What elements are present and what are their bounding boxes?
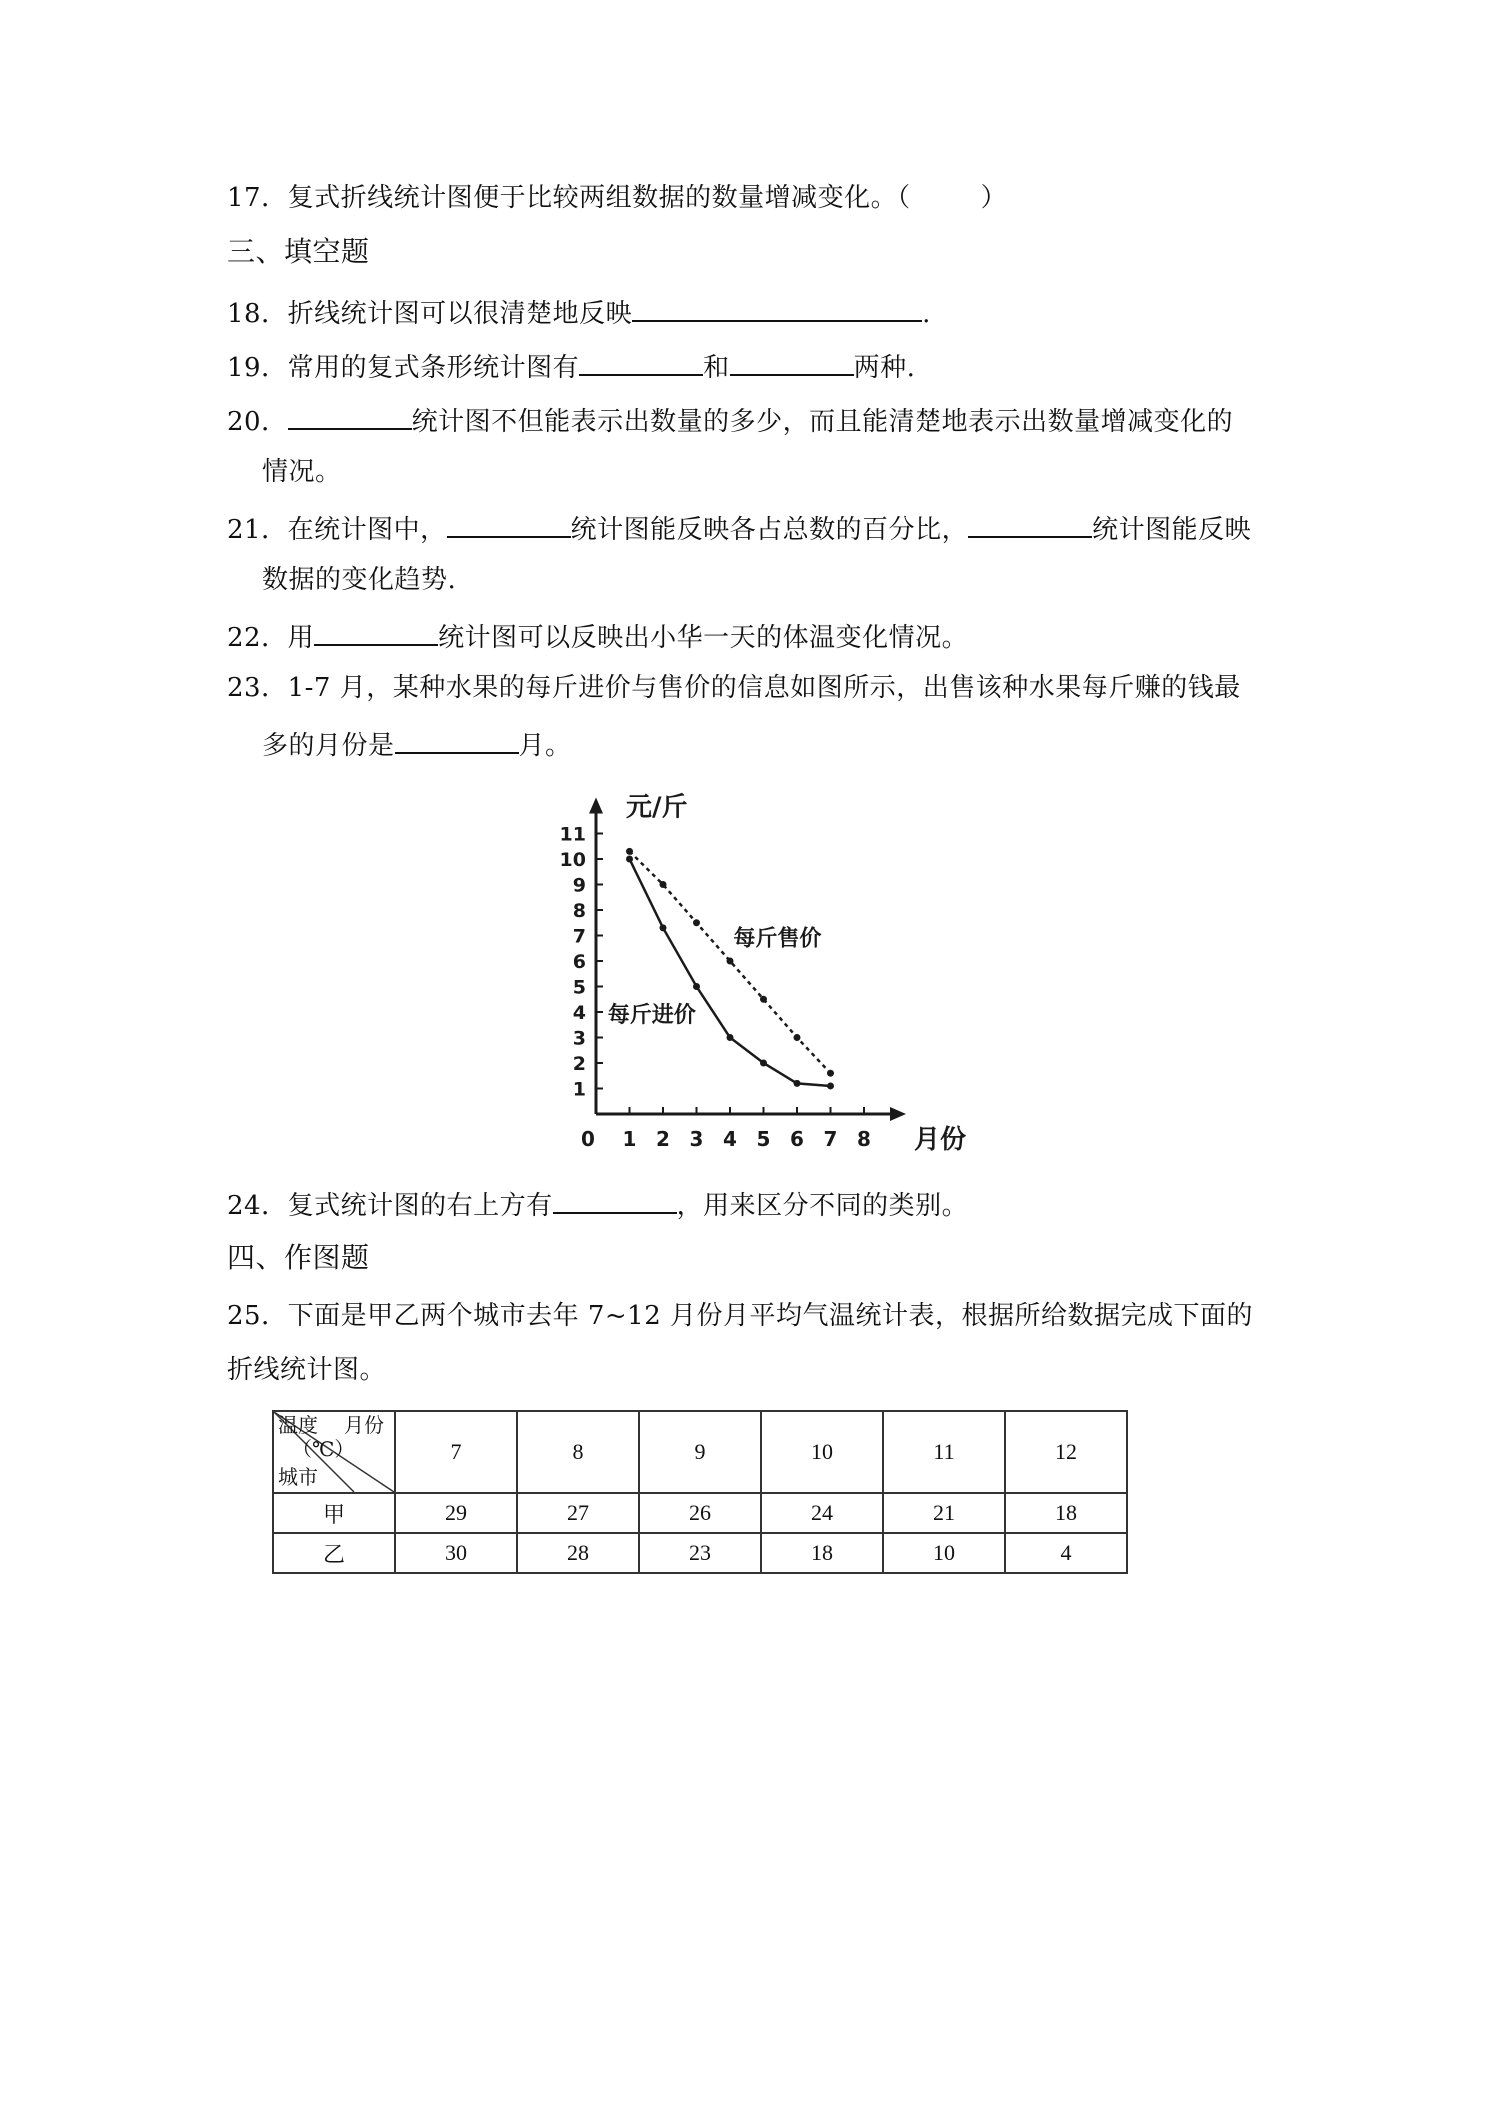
question-23-line2 (262, 724, 572, 764)
corner-label-temperature: 温度 (278, 1413, 318, 1437)
x-tick-label: 4 (723, 1127, 737, 1151)
y-axis-arrow (589, 798, 603, 814)
table-row (273, 1493, 1127, 1533)
corner-label-unit: （℃） (292, 1437, 355, 1461)
cost-price-point (794, 1080, 801, 1087)
question-text: 下面是甲乙两个城市去年 7~12 月份月平均气温统计表，根据所给数据完成下面的 (287, 1301, 1254, 1331)
table-row (273, 1533, 1127, 1573)
month-header: 10 (761, 1411, 883, 1493)
cost-price-point (693, 983, 700, 990)
question-number: 24． (227, 1191, 288, 1221)
question-text: 多的月份是 (262, 731, 395, 761)
x-tick-label: 6 (790, 1127, 804, 1151)
table-header-row (273, 1411, 1127, 1493)
answer-blank[interactable] (314, 616, 438, 646)
cost-price-label: 每斤进价 (607, 1003, 696, 1029)
cost-price-point (760, 1060, 767, 1067)
x-tick-label: 0 (581, 1127, 595, 1151)
question-21-line2: 数据的变化趋势. (262, 565, 457, 595)
table-corner-cell (273, 1411, 395, 1493)
question-number: 20． (227, 407, 288, 437)
temperature-table (272, 1410, 1128, 1574)
question-23 (227, 670, 1241, 706)
y-tick-label: 4 (572, 1002, 586, 1024)
question-18 (227, 292, 931, 332)
question-text: 1-7 月，某种水果的每斤进价与售价的信息如图所示，出售该种水果每斤赚的钱最 (287, 673, 1241, 703)
answer-blank[interactable] (968, 508, 1092, 538)
month-header: 7 (395, 1411, 517, 1493)
temperature-cell: 26 (639, 1493, 761, 1533)
cost-price-point (626, 856, 633, 863)
month-header: 8 (517, 1411, 639, 1493)
question-end: 统计图可以反映出小华一天的体温变化情况。 (438, 623, 969, 653)
question-number: 19． (227, 353, 288, 383)
selling-price-point (827, 1070, 834, 1077)
month-header: 11 (883, 1411, 1005, 1493)
question-number: 25． (227, 1301, 288, 1331)
selling-price-point (626, 848, 633, 855)
y-tick-label: 9 (572, 874, 586, 897)
y-axis-title: 元/斤 (626, 792, 688, 823)
y-tick-label: 3 (572, 1027, 586, 1050)
corner-label-month: 月份 (344, 1413, 384, 1437)
corner-label-city: 城市 (278, 1465, 318, 1489)
question-text: 用 (287, 623, 315, 653)
section-heading-4: 四、作图题 (227, 1241, 370, 1274)
question-number: 23． (227, 673, 288, 703)
y-tick-label: 8 (572, 900, 586, 922)
x-axis-arrow (890, 1107, 906, 1121)
question-end: 两种. (853, 353, 916, 383)
selling-price-point (727, 958, 734, 965)
answer-blank[interactable] (579, 346, 703, 376)
question-text: 统计图不但能表示出数量的多少，而且能清楚地表示出数量增减变化的 (411, 407, 1234, 437)
question-text: 在统计图中， (287, 515, 447, 545)
question-end: 月。 (518, 731, 572, 761)
question-21 (227, 508, 1251, 548)
y-tick-label: 6 (572, 951, 586, 973)
answer-blank[interactable] (395, 724, 519, 754)
x-tick-label: 3 (689, 1127, 704, 1151)
cost-price-point (727, 1034, 734, 1041)
temperature-cell: 21 (883, 1493, 1005, 1533)
city-label: 甲 (273, 1493, 395, 1533)
month-header: 12 (1005, 1411, 1127, 1493)
temperature-cell: 29 (395, 1493, 517, 1533)
price-line-chart (548, 788, 978, 1170)
question-text: 复式统计图的右上方有 (287, 1191, 553, 1221)
x-tick-label: 2 (656, 1127, 670, 1151)
temperature-cell: 23 (639, 1533, 761, 1573)
city-label: 乙 (273, 1533, 395, 1573)
selling-price-label: 每斤售价 (733, 926, 822, 952)
cost-price-line (630, 859, 831, 1086)
question-19 (227, 346, 915, 386)
temperature-cell: 4 (1005, 1533, 1127, 1573)
temperature-cell: 24 (761, 1493, 883, 1533)
x-tick-label: 7 (823, 1127, 838, 1151)
answer-blank[interactable] (288, 400, 412, 430)
selling-price-point (693, 919, 700, 926)
question-mid: 统计图能反映各占总数的百分比， (570, 515, 969, 545)
y-tick-label: 7 (572, 925, 586, 948)
question-20 (227, 400, 1233, 440)
chart-canvas (548, 788, 978, 1170)
question-text: 复式折线统计图便于比较两组数据的数量增减变化。（ (287, 183, 911, 213)
temperature-cell: 10 (883, 1533, 1005, 1573)
question-text: 常用的复式条形统计图有 (287, 353, 580, 383)
y-tick-label: 10 (559, 849, 586, 871)
answer-blank[interactable] (553, 1184, 677, 1214)
temperature-cell: 27 (517, 1493, 639, 1533)
question-24 (227, 1184, 968, 1224)
x-tick-label: 5 (756, 1127, 771, 1151)
selling-price-point (760, 996, 767, 1003)
question-number: 22． (227, 623, 288, 653)
y-tick-label: 1 (572, 1078, 586, 1101)
temperature-cell: 28 (517, 1533, 639, 1573)
y-tick-label: 2 (572, 1053, 586, 1075)
temperature-cell: 30 (395, 1533, 517, 1573)
x-tick-label: 1 (622, 1127, 637, 1151)
question-number: 18． (227, 299, 288, 329)
temperature-cell: 18 (761, 1533, 883, 1573)
question-text: 折线统计图可以很清楚地反映 (287, 299, 633, 329)
answer-blank[interactable] (632, 292, 922, 322)
fruit-price-chart (548, 788, 978, 1170)
question-17 (227, 180, 1007, 216)
cost-price-point (660, 924, 667, 931)
x-tick-label: 8 (857, 1127, 871, 1151)
y-tick-label: 11 (559, 823, 586, 846)
question-number: 17． (227, 183, 288, 213)
answer-blank[interactable] (447, 508, 571, 538)
y-tick-label: 5 (572, 976, 586, 999)
selling-price-point (660, 881, 667, 888)
question-end: 统计图能反映 (1092, 515, 1252, 545)
question-25-line2: 折线统计图。 (227, 1355, 387, 1385)
question-25 (227, 1298, 1253, 1334)
question-mid: 和 (703, 353, 730, 383)
question-20-line2: 情况。 (262, 457, 342, 487)
answer-blank[interactable] (730, 346, 854, 376)
section-heading-3: 三、填空题 (227, 235, 370, 268)
question-end: ，用来区分不同的类别。 (676, 1191, 969, 1221)
paren-close: ） (980, 183, 1008, 213)
month-header: 9 (639, 1411, 761, 1493)
x-axis-title: 月份 (914, 1125, 967, 1155)
question-number: 21． (227, 515, 288, 545)
question-end: . (922, 299, 931, 329)
cost-price-point (827, 1082, 834, 1089)
question-22 (227, 616, 968, 656)
selling-price-point (794, 1034, 801, 1041)
temperature-cell: 18 (1005, 1493, 1127, 1533)
